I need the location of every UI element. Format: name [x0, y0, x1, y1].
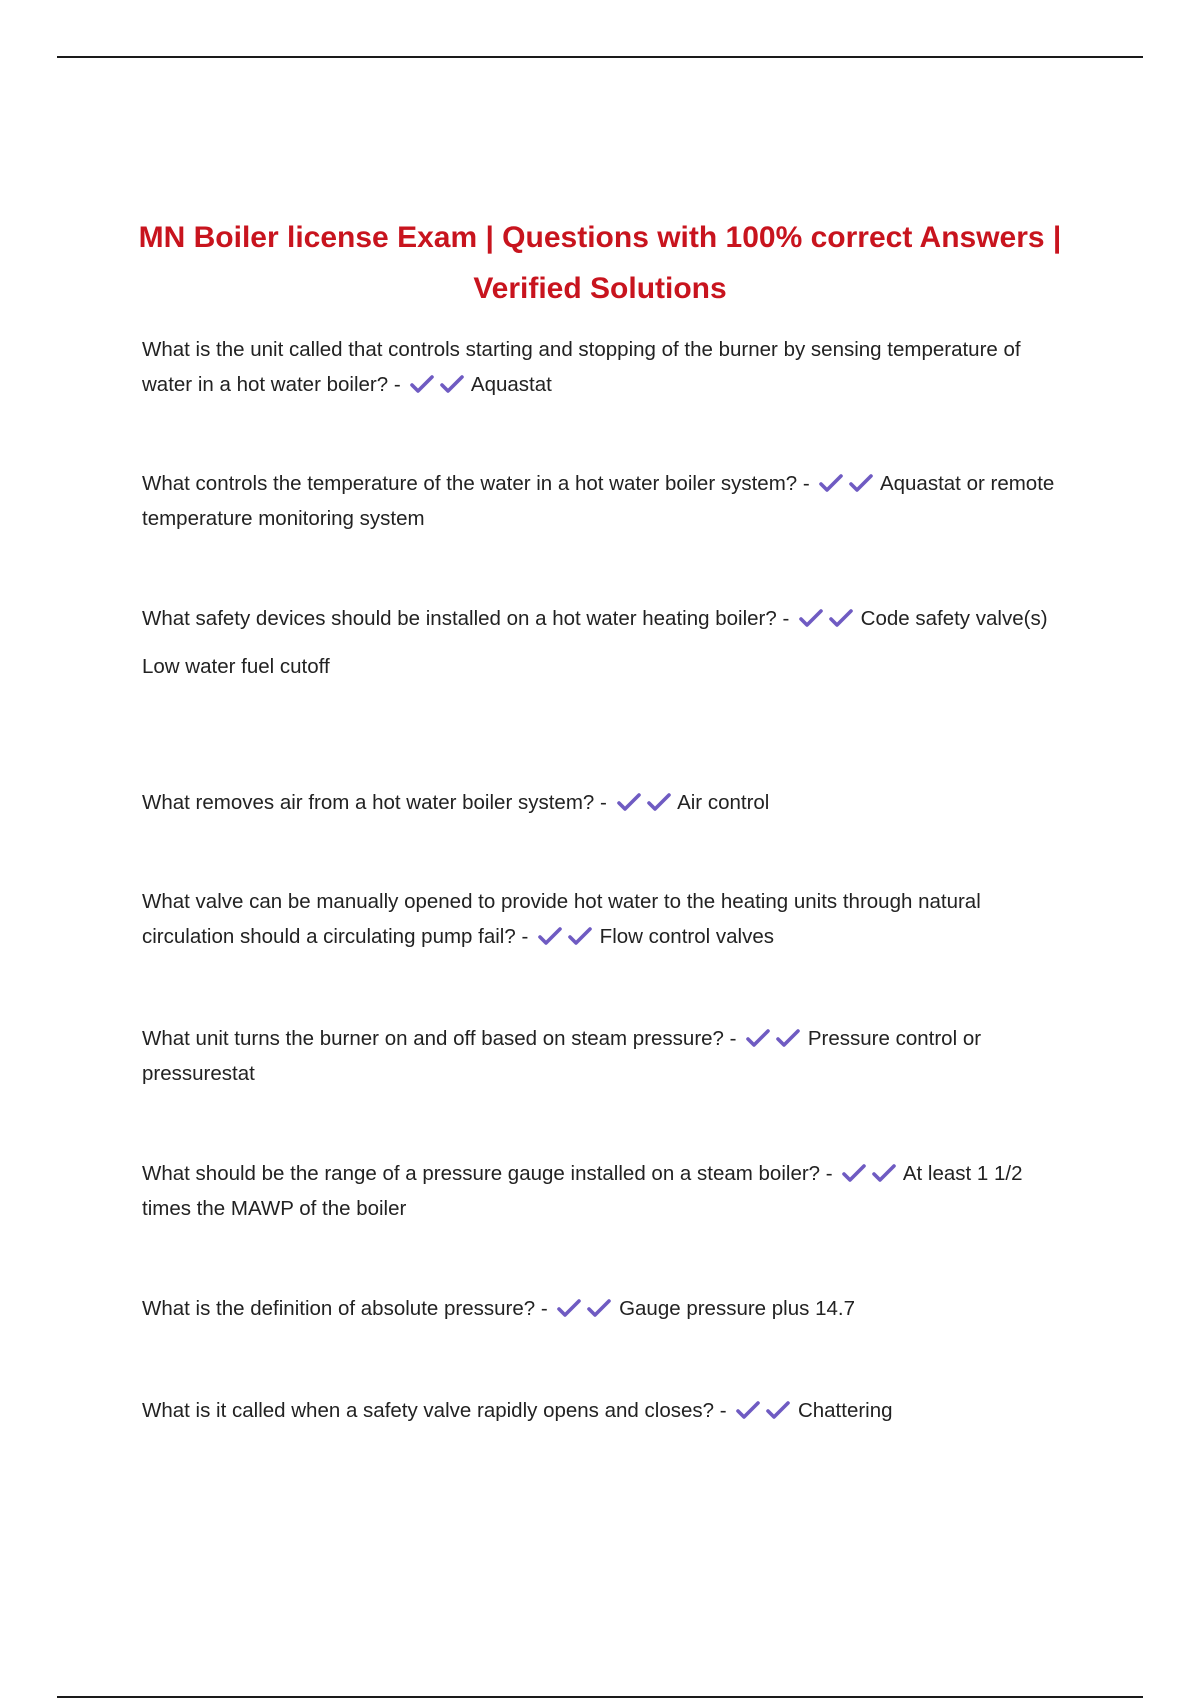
qa-text [142, 1021, 1072, 1091]
question-text: What is the definition of absolute pressure? - [142, 1297, 554, 1320]
qa-item-5 [142, 884, 1072, 954]
check-mark-icon [746, 1028, 772, 1048]
answer-text: Flow control valves [593, 925, 774, 948]
document-title: MN Boiler license Exam | Questions with 100% correct Answers | Verified Solutions [138, 221, 1062, 305]
qa-item-8 [142, 1291, 1072, 1326]
header-rule [57, 56, 1143, 58]
question-text: What valve can be manually opened to provide hot water to the heating units through natural circulation should a circulating pump fail? - [142, 890, 981, 948]
check-mark-icon [410, 374, 436, 394]
check-mark-icon [776, 1028, 802, 1048]
answer-text: Air control [672, 791, 770, 814]
check-mark-icon [819, 473, 845, 493]
check-mark-icon [799, 608, 825, 628]
answer-text: Aquastat [466, 373, 552, 396]
check-mark-icon [766, 1400, 792, 1420]
qa-item-7 [142, 1156, 1072, 1226]
qa-text [142, 1156, 1072, 1226]
check-mark-icon [829, 608, 855, 628]
qa-text [142, 1393, 1072, 1428]
qa-item-3 [142, 601, 1072, 684]
check-mark-icon [872, 1163, 898, 1183]
qa-item-4 [142, 785, 1072, 820]
check-mark-icon [849, 473, 875, 493]
qa-item-1 [142, 332, 1072, 402]
check-mark-icon [647, 792, 673, 812]
qa-item-6 [142, 1021, 1072, 1091]
check-mark-icon [842, 1163, 868, 1183]
qa-text [142, 332, 1072, 402]
question-text: What safety devices should be installed on a hot water heating boiler? - [142, 607, 795, 630]
qa-text [142, 785, 1072, 820]
qa-text [142, 1291, 1072, 1326]
answer-text: Aquastat or remote temperature monitoring system [142, 472, 1055, 530]
check-mark-icon [617, 792, 643, 812]
footer-rule [57, 1696, 1143, 1698]
check-mark-icon [440, 374, 466, 394]
qa-text [142, 884, 1072, 954]
answer-text: Chattering [792, 1399, 893, 1422]
qa-item-2 [142, 466, 1072, 536]
question-text: What is it called when a safety valve rapidly opens and closes? - [142, 1399, 733, 1422]
answer-text: At least 1 1/2 times the MAWP of the boiler [142, 1162, 1023, 1220]
qa-item-9 [142, 1393, 1072, 1428]
answer-text: Gauge pressure plus 14.7 [613, 1297, 855, 1320]
question-text: What unit turns the burner on and off based on steam pressure? - [142, 1027, 743, 1050]
check-mark-icon [538, 926, 564, 946]
check-mark-icon [736, 1400, 762, 1420]
question-text: What removes air from a hot water boiler system? - [142, 791, 613, 814]
answer-extra-line: Low water fuel cutoff [142, 655, 330, 678]
qa-text [142, 466, 1072, 536]
check-mark-icon [557, 1298, 583, 1318]
question-text: What is the unit called that controls starting and stopping of the burner by sensing temperature of water in a hot water boiler? - [142, 338, 1021, 396]
qa-text [142, 601, 1072, 636]
question-text: What controls the temperature of the water in a hot water boiler system? - [142, 472, 816, 495]
check-mark-icon [568, 926, 594, 946]
answer-text: Pressure control or pressurestat [142, 1027, 982, 1085]
check-mark-icon [587, 1298, 613, 1318]
question-text: What should be the range of a pressure gauge installed on a steam boiler? - [142, 1162, 839, 1185]
answer-text: Code safety valve(s) [854, 607, 1048, 630]
